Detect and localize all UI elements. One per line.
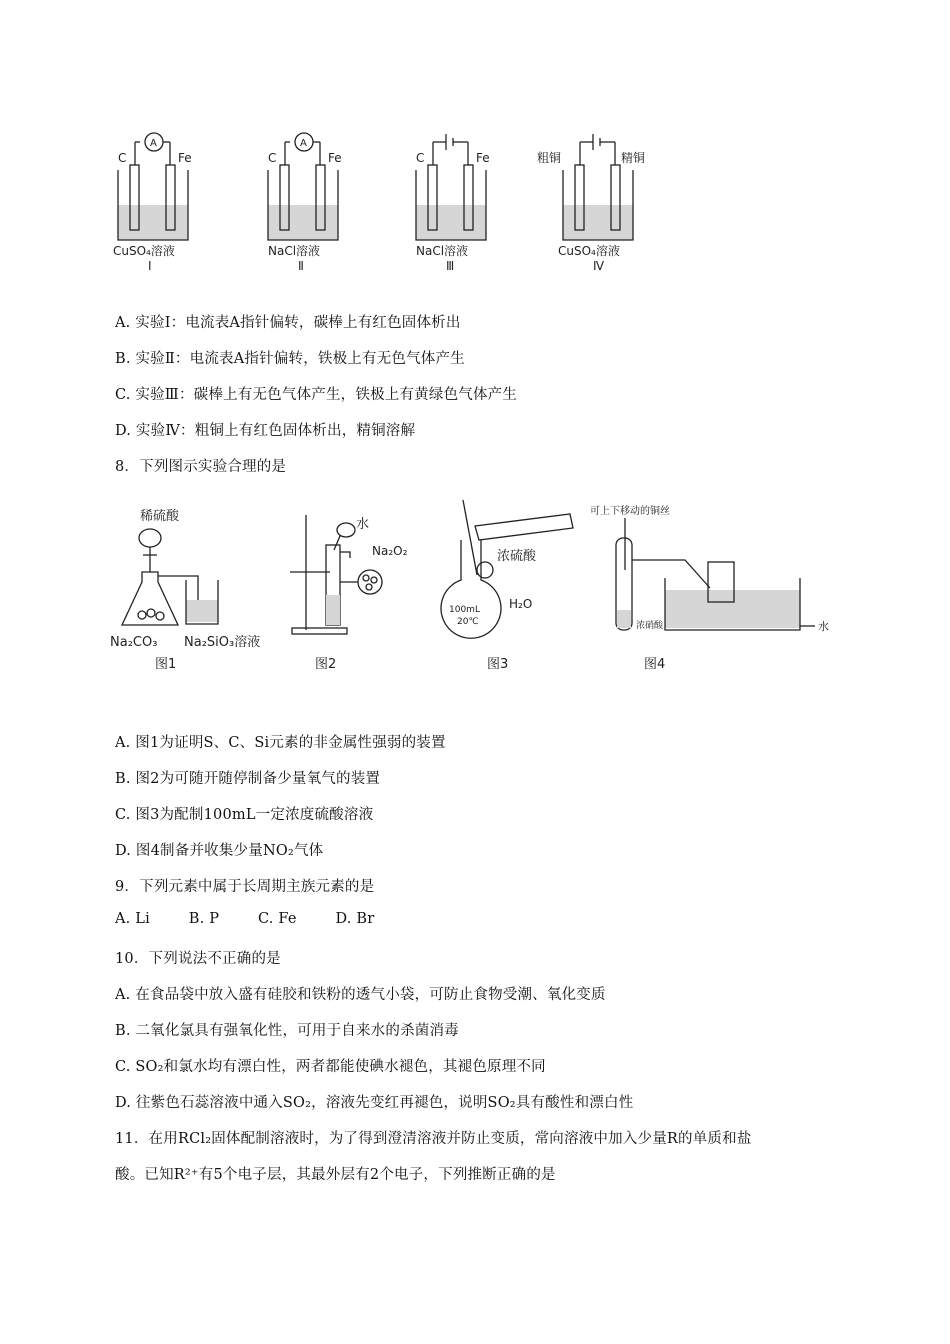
fig4-wire-label: 可上下移动的铜丝 xyxy=(590,506,670,517)
q10-option-b: B. 二氧化氯具有强氧化性，可用于自来水的杀菌消毒 xyxy=(115,1023,459,1039)
q7-option-c: C. 实验Ⅲ：碳棒上有无色气体产生，铁极上有黄绿色气体产生 xyxy=(115,387,518,403)
fig2-caption: 图2 xyxy=(315,657,337,672)
right-electrode: 精铜 xyxy=(621,151,646,165)
q9-option-a: A. Li xyxy=(115,911,150,927)
cell-1 xyxy=(113,133,192,273)
cell-3 xyxy=(416,134,490,273)
q8-option-c: C. 图3为配制100mL一定浓度硫酸溶液 xyxy=(115,807,374,823)
fig3-caption: 图3 xyxy=(487,657,509,672)
fig1-caption: 图1 xyxy=(155,657,177,672)
electrochem-cells-figure xyxy=(110,120,650,280)
fig4-acid-label: 浓硝酸 xyxy=(636,621,664,631)
solution-label: NaCl溶液 xyxy=(416,244,469,258)
roman-label: Ⅲ xyxy=(446,259,455,273)
cell-2 xyxy=(268,133,342,273)
fig4-water-label: 水 xyxy=(818,620,829,633)
fig4-caption: 图4 xyxy=(644,657,666,672)
roman-label: Ⅱ xyxy=(298,259,304,273)
cell-4 xyxy=(537,134,645,273)
q8-option-d: D. 图4制备并收集少量NO₂气体 xyxy=(115,843,324,859)
q8-figures xyxy=(110,500,829,675)
roman-label: Ⅰ xyxy=(148,259,152,273)
fig-3 xyxy=(441,500,573,672)
q9-option-d: D. Br xyxy=(335,911,375,927)
q7-option-d: D. 实验Ⅳ：粗铜上有红色固体析出，精铜溶解 xyxy=(115,423,416,439)
q9-option-b: B. P xyxy=(188,911,220,927)
left-electrode: C xyxy=(416,151,425,165)
right-electrode: Fe xyxy=(476,151,490,165)
q9-options xyxy=(115,911,408,927)
fig2-reagent-label: Na₂O₂ xyxy=(372,544,408,558)
q9-option-c: C. Fe xyxy=(258,911,297,927)
q10-option-a: A. 在食品袋中放入盛有硅胶和铁粉的透气小袋，可防止食物受潮、氧化变质 xyxy=(115,987,606,1003)
fig1-right-label: Na₂SiO₃溶液 xyxy=(184,635,261,650)
q8-option-b: B. 图2为可随开随停制备少量氧气的装置 xyxy=(115,771,381,787)
q9-stem: 9．下列元素中属于长周期主族元素的是 xyxy=(115,879,375,895)
q11-line-2: 酸。已知R²⁺有5个电子层，其最外层有2个电子，下列推断正确的是 xyxy=(115,1167,556,1183)
fig3-acid-label: 浓硫酸 xyxy=(497,549,537,564)
fig3-temp-label: 20℃ xyxy=(457,617,479,627)
right-electrode: Fe xyxy=(328,151,342,165)
fig-1 xyxy=(110,508,260,672)
q8-option-a: A. 图1为证明S、C、Si元素的非金属性强弱的装置 xyxy=(115,735,446,751)
solution-label: CuSO₄溶液 xyxy=(558,244,620,258)
solution-label: NaCl溶液 xyxy=(268,244,321,258)
fig3-volume-label: 100mL xyxy=(449,605,480,615)
left-electrode: C xyxy=(118,151,127,165)
roman-label: Ⅳ xyxy=(593,259,605,273)
q10-stem: 10．下列说法不正确的是 xyxy=(115,951,281,967)
q10-option-d: D. 往紫色石蕊溶液中通入SO₂，溶液先变红再褪色，说明SO₂具有酸性和漂白性 xyxy=(115,1095,634,1111)
q11-line-1: 11．在用RCl₂固体配制溶液时，为了得到澄清溶液并防止变质，常向溶液中加入少量R的单质和盐 xyxy=(115,1131,752,1147)
fig1-left-label: Na₂CO₃ xyxy=(110,635,158,650)
right-electrode: Fe xyxy=(178,151,192,165)
q7-option-a: A. 实验Ⅰ：电流表A指针偏转，碳棒上有红色固体析出 xyxy=(115,315,461,331)
q7-option-b: B. 实验Ⅱ：电流表A指针偏转，铁极上有无色气体产生 xyxy=(115,351,465,367)
fig-4 xyxy=(590,504,829,672)
left-electrode: C xyxy=(268,151,277,165)
meter-label: A xyxy=(300,138,307,149)
fig-2 xyxy=(290,515,408,672)
fig2-water-label: 水 xyxy=(356,517,370,532)
meter-label: A xyxy=(150,138,157,149)
q10-option-c: C. SO₂和氯水均有漂白性，两者都能使碘水褪色，其褪色原理不同 xyxy=(115,1059,546,1075)
left-electrode: 粗铜 xyxy=(537,151,562,165)
fig1-acid-label: 稀硫酸 xyxy=(140,509,180,524)
fig3-water-label: H₂O xyxy=(509,597,533,611)
q8-stem: 8．下列图示实验合理的是 xyxy=(115,459,287,475)
solution-label: CuSO₄溶液 xyxy=(113,244,175,258)
